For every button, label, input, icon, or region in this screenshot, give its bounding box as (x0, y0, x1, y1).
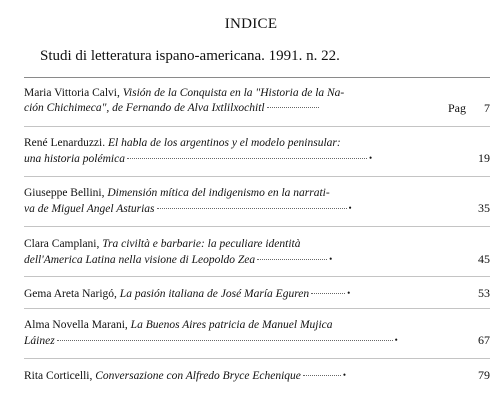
page-number: 45 (478, 252, 490, 266)
leader-end-mark: • (347, 288, 351, 298)
entry-divider (24, 276, 490, 277)
entry-text (24, 186, 490, 217)
dot-leader (311, 293, 345, 294)
leader-end-mark: • (329, 254, 333, 264)
page-label: Pag (448, 101, 466, 115)
entry-author: Rita Corticelli, (24, 369, 93, 382)
entry-title-line: La pasión italiana de José María Eguren (119, 287, 310, 300)
journal-subtitle: Studi di letteratura ispano-americana. 1991. n. 22. (40, 48, 340, 64)
entry-divider (24, 358, 490, 359)
entry-divider (24, 126, 490, 127)
page-number: 7 (484, 101, 490, 115)
entry-text (24, 237, 490, 268)
leader-end-mark: • (342, 370, 347, 380)
entry-title-line: Láinez (24, 334, 55, 347)
dot-leader (267, 107, 319, 108)
dot-leader (157, 208, 347, 209)
dot-leader (303, 375, 341, 376)
page-number: 19 (478, 151, 490, 165)
contents-entry (24, 318, 490, 349)
entry-line-2 (24, 151, 434, 167)
leader-end-mark: • (394, 335, 398, 345)
dot-leader (57, 340, 393, 341)
contents-entry (24, 136, 490, 167)
entry-line-1 (24, 368, 434, 384)
page-number: 35 (478, 201, 490, 215)
contents-entry (24, 368, 490, 384)
header-divider (24, 77, 490, 78)
entry-line-1 (24, 318, 434, 333)
contents-entry (24, 186, 490, 217)
entry-line-1 (24, 286, 434, 302)
leader-end-mark: • (368, 153, 373, 163)
entry-title-line: La Buenos Aires patricia de Manuel Mujica (130, 319, 333, 331)
entry-title-line: ción Chichimeca", de Fernando de Alva Ixtlilxochitl (24, 102, 265, 114)
entry-title-line: Dimensión mítica del indigenismo en la narrati- (107, 187, 330, 199)
dot-leader (257, 259, 327, 260)
entry-author: Gema Areta Narigó, (24, 287, 117, 300)
leader-end-mark: • (348, 203, 352, 213)
entry-text (24, 286, 490, 302)
entry-title-line: Conversazione con Alfredo Bryce Echenique (95, 369, 301, 382)
entry-line-2 (24, 252, 434, 268)
entry-title-line: va de Miguel Angel Asturias (24, 202, 155, 215)
page-number: 67 (478, 333, 490, 347)
entry-title-line: Visión de la Conquista en la "Historia de la Na- (122, 87, 345, 99)
entry-title-line: una historia polémica (24, 152, 125, 165)
entry-line-1 (24, 186, 434, 201)
entry-text (24, 318, 490, 349)
contents-entry (24, 286, 490, 302)
page-number: 79 (478, 368, 490, 382)
entry-line-2 (24, 101, 434, 116)
entry-line-2 (24, 333, 434, 349)
entry-title-line: El habla de los argentinos y el modelo peninsular: (107, 137, 341, 149)
entry-title-line: Tra civiltà e barbarie: la peculiare identità (102, 238, 301, 250)
entry-text (24, 136, 490, 167)
contents-entry (24, 237, 490, 268)
entry-divider (24, 308, 490, 309)
page-title: INDICE (224, 16, 278, 32)
dot-leader (127, 158, 367, 159)
entry-title-line: dell'America Latina nella visione di Leopoldo Zea (24, 253, 256, 266)
entry-line-2 (24, 201, 434, 217)
entry-text (24, 86, 490, 116)
entry-author: René Lenarduzzi. (24, 137, 106, 149)
entry-divider (24, 226, 490, 227)
entry-author: Clara Camplani, (24, 238, 100, 250)
page-number: 53 (478, 286, 490, 300)
entry-line-1 (24, 86, 434, 101)
entry-line-1 (24, 136, 434, 151)
entry-text (24, 368, 490, 384)
entry-divider (24, 176, 490, 177)
contents-entry (24, 86, 490, 116)
entry-author: Maria Vittoria Calvi, (24, 87, 120, 99)
entry-line-1 (24, 237, 434, 252)
entry-author: Giuseppe Bellini, (24, 187, 105, 199)
entry-author: Alma Novella Marani, (24, 319, 128, 331)
